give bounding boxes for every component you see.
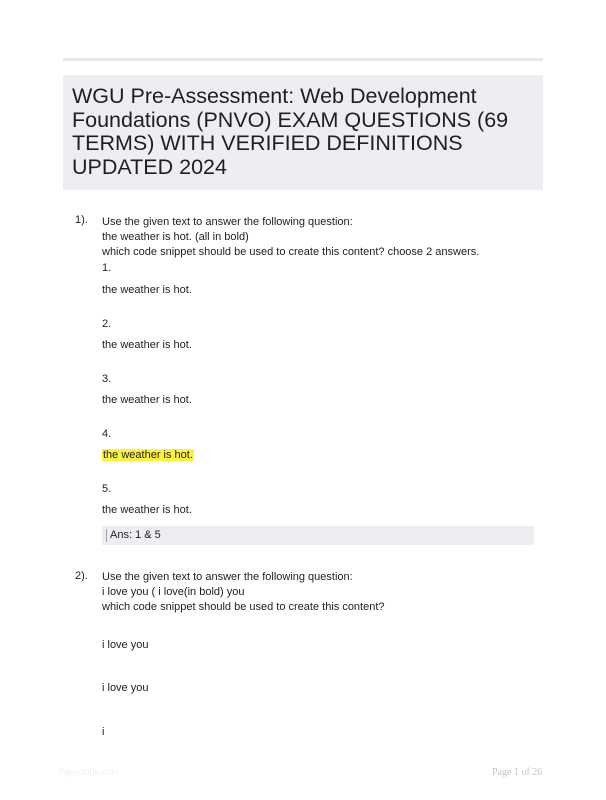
question-text-line: Use the given text to answer the following question:	[102, 216, 353, 228]
page-number: Page 1 of 26	[492, 767, 543, 778]
footer-watermark: Papertube.com	[58, 767, 120, 777]
option-text: i love you	[102, 682, 149, 694]
option-text: i	[102, 726, 105, 738]
option-text-highlighted	[102, 449, 194, 461]
answer-bar	[106, 529, 107, 542]
question-text-line: which code snippet should be used to create this content?	[102, 601, 385, 613]
option-label: 3.	[102, 373, 112, 385]
question-number: 1).	[75, 214, 88, 226]
question-text-line: i love you ( i love(in bold) you	[102, 586, 245, 598]
option-text: the weather is hot.	[102, 339, 192, 351]
option-label: 4.	[102, 428, 112, 440]
option-text: i love you	[102, 639, 149, 651]
answer-text: Ans: 1 & 5	[110, 529, 161, 541]
highlight: the weather is hot.	[103, 449, 193, 461]
option-text: the weather is hot.	[102, 504, 192, 516]
option-text: the weather is hot.	[102, 394, 192, 406]
top-divider	[63, 58, 543, 61]
question-number: 2).	[75, 570, 88, 582]
question-text-line: which code snippet should be used to create this content? choose 2 answers.	[102, 246, 480, 258]
option-label: 2.	[102, 318, 112, 330]
answer-box	[102, 526, 534, 545]
page-title: WGU Pre-Assessment: Web Development Foundations (PNVO) EXAM QUESTIONS (69 TERMS) WITH VERIFIED DEFINITIONS UPDATED 2024	[72, 84, 509, 179]
question-text-line: the weather is hot. (all in bold)	[102, 231, 249, 243]
question-text-line: Use the given text to answer the following question:	[102, 571, 353, 583]
title-box	[63, 75, 543, 190]
option-label: 1.	[102, 262, 112, 274]
option-text: the weather is hot.	[102, 284, 192, 296]
option-label: 5.	[102, 483, 112, 495]
